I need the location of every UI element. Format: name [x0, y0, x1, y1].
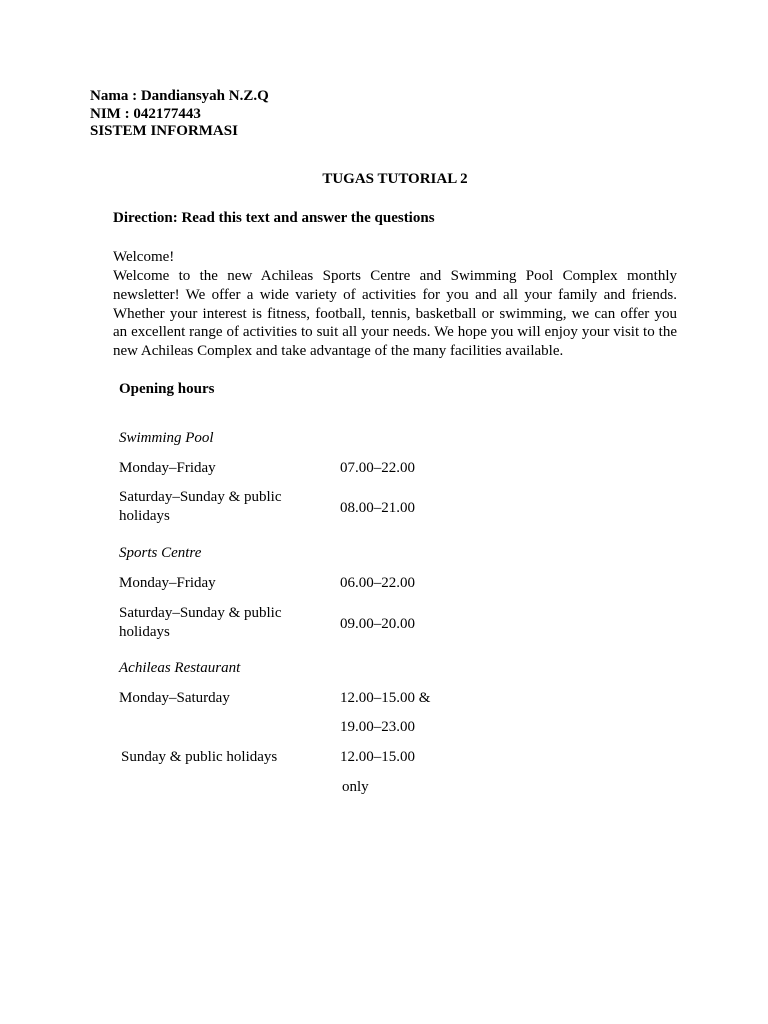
student-name: Nama : Dandiansyah N.Z.Q — [90, 88, 269, 104]
swimming-pool-title: Swimming Pool — [119, 430, 214, 446]
paragraph-line: newsletter! We offer a wide variety of activities for you and all your family and friends. — [113, 286, 677, 303]
swimming-weekend-hours: 08.00–21.00 — [340, 500, 415, 516]
paragraph-line: an excellent range of activities to suit all your needs. We hope you will enjoy your visit to the — [113, 324, 677, 341]
restaurant-title: Achileas Restaurant — [119, 660, 241, 676]
swimming-weekend-label: Saturday–Sunday & public — [119, 489, 282, 505]
sports-weekend-hours: 09.00–20.00 — [340, 616, 415, 632]
restaurant-weekday-label: Monday–Saturday — [119, 690, 230, 706]
swimming-weekday-hours: 07.00–22.00 — [340, 460, 415, 476]
restaurant-sunday-label: Sunday & public holidays — [121, 749, 278, 765]
swimming-weekday-label: Monday–Friday — [119, 460, 216, 476]
sports-centre-title: Sports Centre — [119, 545, 202, 561]
student-info — [90, 88, 269, 141]
welcome-paragraph — [113, 267, 677, 361]
restaurant-weekday-hours: 12.00–15.00 & — [340, 690, 431, 706]
swimming-weekend-label-cont: holidays — [119, 508, 170, 524]
student-nim: NIM : 042177443 — [90, 105, 201, 122]
paragraph-line: Whether your interest is fitness, football, tennis, basketball or swimming, we can offer you — [113, 305, 677, 322]
restaurant-weekday-hours-cont: 19.00–23.00 — [340, 719, 415, 735]
sports-weekend-label-cont: holidays — [119, 624, 170, 640]
restaurant-sunday-hours-note: only — [342, 779, 369, 795]
sports-weekday-hours: 06.00–22.00 — [340, 575, 415, 591]
study-program: SISTEM INFORMASI — [90, 123, 238, 139]
welcome-heading: Welcome! — [113, 249, 175, 265]
restaurant-sunday-hours: 12.00–15.00 — [340, 749, 415, 765]
document-title: TUGAS TUTORIAL 2 — [322, 171, 468, 187]
sports-weekday-label: Monday–Friday — [119, 575, 216, 591]
paragraph-line: Welcome to the new Achileas Sports Centre and Swimming Pool Complex monthly — [113, 268, 677, 284]
sports-weekend-label: Saturday–Sunday & public — [119, 605, 282, 621]
paragraph-line: new Achileas Complex and take advantage of the many facilities available. — [113, 343, 564, 360]
opening-hours-heading: Opening hours — [119, 381, 215, 397]
direction-text: Direction: Read this text and answer the questions — [113, 210, 435, 226]
